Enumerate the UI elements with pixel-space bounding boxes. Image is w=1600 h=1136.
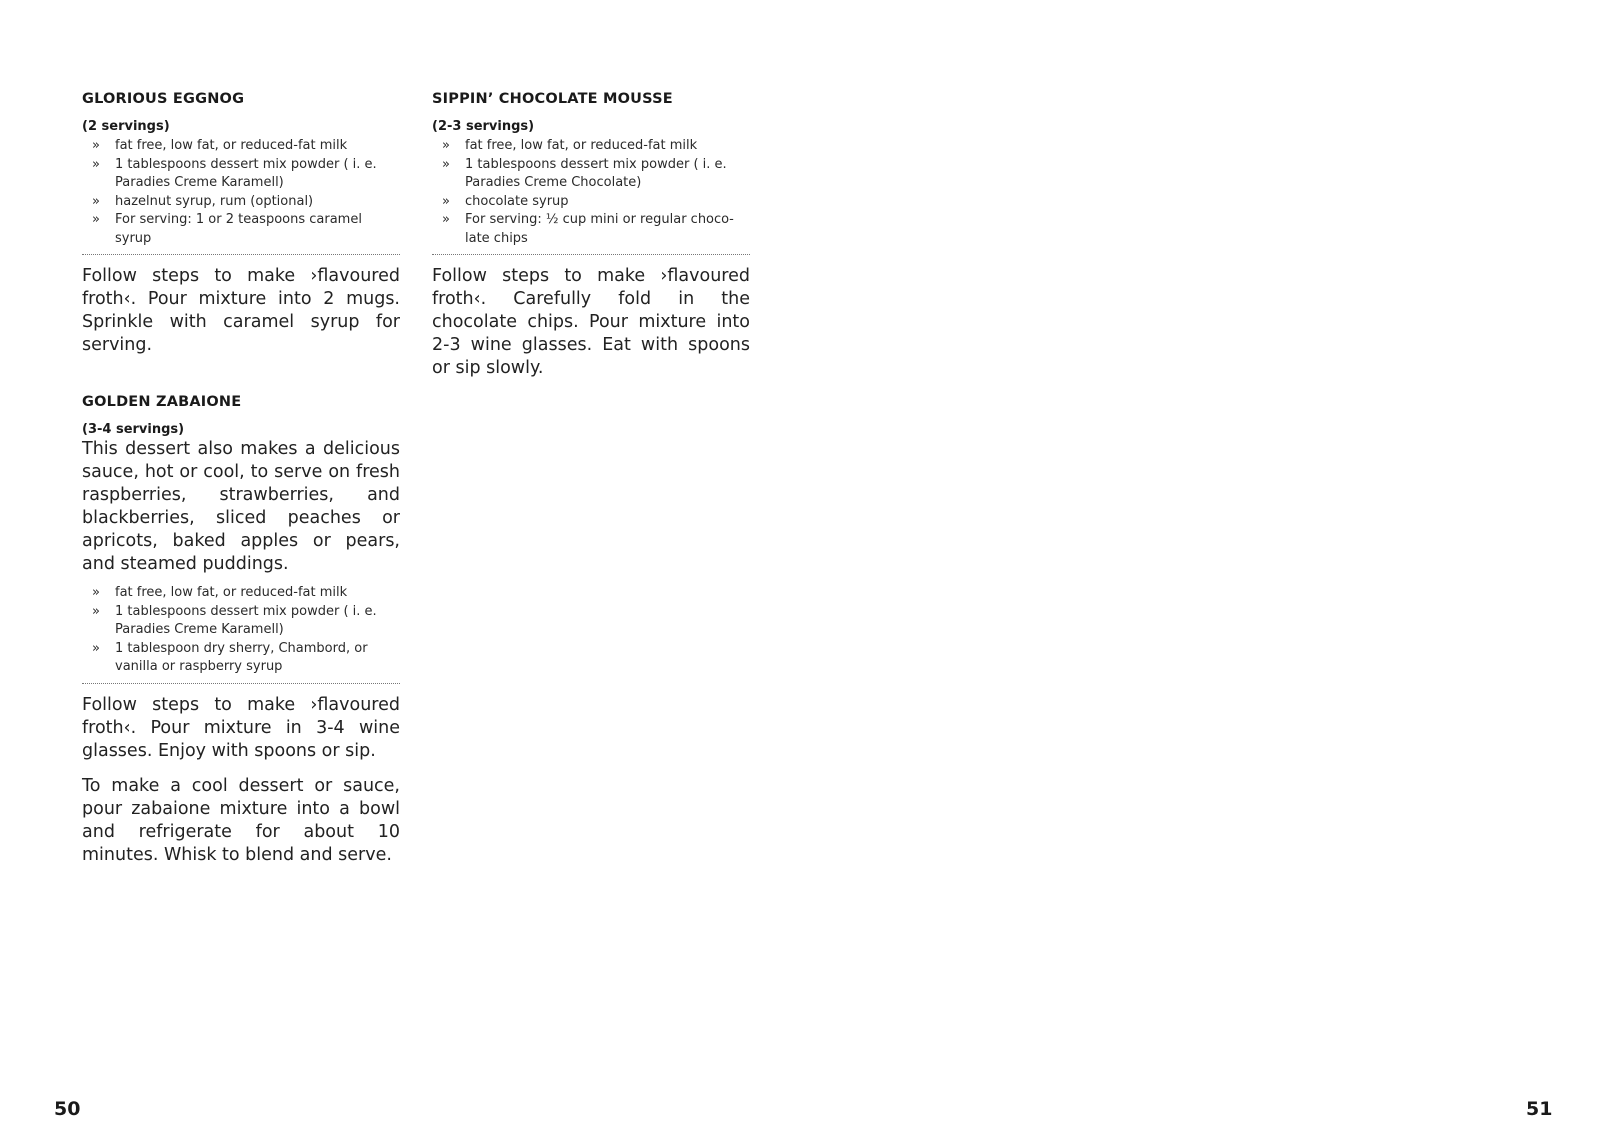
left-column xyxy=(82,90,400,879)
bullet-icon: » xyxy=(92,138,100,153)
recipe-glorious-eggnog xyxy=(82,90,400,357)
ingredient-text: 1 tablespoons dessert mix powder ( i. e. Paradies Creme Karamell) xyxy=(115,603,377,637)
recipe-instructions: Follow steps to make ›flavoured froth‹. Pour mixture in 3-4 wine glasses. Enjoy with spoons or sip. xyxy=(82,694,400,761)
recipe-title: GOLDEN ZABAIONE xyxy=(82,394,242,410)
ingredient-item xyxy=(432,156,750,193)
dotted-divider xyxy=(82,254,400,255)
ingredient-text: 1 tablespoons dessert mix powder ( i. e. Paradies Creme Chocolate) xyxy=(465,156,727,190)
ingredient-text: fat free, low fat, or reduced-fat milk xyxy=(465,138,698,153)
page-number-left: 50 xyxy=(54,1098,81,1120)
recipe-instructions: Follow steps to make ›flavoured froth‹. Carefully fold in the chocolate chips. Pour mixture into 2-3 wine glasses. Eat with spoons or sip slowly. xyxy=(432,266,750,378)
ingredient-text: fat free, low fat, or reduced-fat milk xyxy=(115,138,348,153)
recipe-golden-zabaione xyxy=(82,393,400,867)
ingredient-item xyxy=(432,137,750,156)
ingredient-text: For serving: 1 or 2 teaspoons caramel syrup xyxy=(115,212,362,246)
bullet-icon: » xyxy=(92,585,100,600)
dotted-divider xyxy=(82,683,400,684)
bullet-icon: » xyxy=(92,640,100,656)
ingredient-list xyxy=(82,137,400,248)
ingredient-item xyxy=(82,584,400,603)
ingredient-text: For serving: ½ cup mini or regular chocolate chips xyxy=(465,212,734,246)
ingredient-item xyxy=(432,193,750,212)
recipe-instructions: Follow steps to make ›flavoured froth‹. Pour mixture into 2 mugs. Sprinkle with caramel syrup for serving. xyxy=(82,266,400,355)
recipe-sippin-chocolate-mousse xyxy=(432,90,750,380)
ingredient-text: 1 tablespoons dessert mix powder ( i. e. Paradies Creme Karamell) xyxy=(115,156,377,190)
dotted-divider xyxy=(432,254,750,255)
recipe-intro: This dessert also makes a delicious sauce, hot or cool, to serve on fresh raspberries, strawberries, and blackberries, sliced peaches or apricots, baked apples or pears, and steamed puddings. xyxy=(82,439,400,574)
recipe-title: SIPPIN’ CHOCOLATE MOUSSE xyxy=(432,91,673,107)
bullet-icon: » xyxy=(442,156,450,172)
ingredient-item xyxy=(82,156,400,193)
ingredient-text: hazelnut syrup, rum (optional) xyxy=(115,193,314,209)
ingredient-text: 1 tablespoon dry sherry, Chambord, or vanilla or raspberry syrup xyxy=(115,640,368,674)
bullet-icon: » xyxy=(442,138,450,153)
ingredient-item xyxy=(82,137,400,156)
recipe-title: GLORIOUS EGGNOG xyxy=(82,91,245,107)
bullet-icon: » xyxy=(442,212,450,227)
ingredient-list xyxy=(432,137,750,248)
bullet-icon: » xyxy=(442,193,450,209)
bullet-icon: » xyxy=(92,603,100,619)
ingredient-list xyxy=(82,584,400,677)
recipe-servings: (2 servings) xyxy=(82,119,170,134)
bullet-icon: » xyxy=(92,212,100,227)
recipe-instructions: To make a cool dessert or sauce, pour zabaione mixture into a bowl and refrigerate for about 10 minutes. Whisk to blend and serve. xyxy=(82,775,400,865)
ingredient-item xyxy=(82,640,400,677)
ingredient-text: fat free, low fat, or reduced-fat milk xyxy=(115,585,348,600)
right-column xyxy=(432,90,750,392)
bullet-icon: » xyxy=(92,193,100,209)
ingredient-text: chocolate syrup xyxy=(465,193,569,209)
ingredient-item xyxy=(82,211,400,248)
ingredient-item xyxy=(432,211,750,248)
recipe-servings: (2-3 servings) xyxy=(432,119,535,134)
bullet-icon: » xyxy=(92,156,100,172)
page-number-right: 51 xyxy=(1526,1098,1553,1120)
ingredient-item xyxy=(82,193,400,212)
recipe-servings: (3-4 servings) xyxy=(82,422,185,437)
ingredient-item xyxy=(82,603,400,640)
